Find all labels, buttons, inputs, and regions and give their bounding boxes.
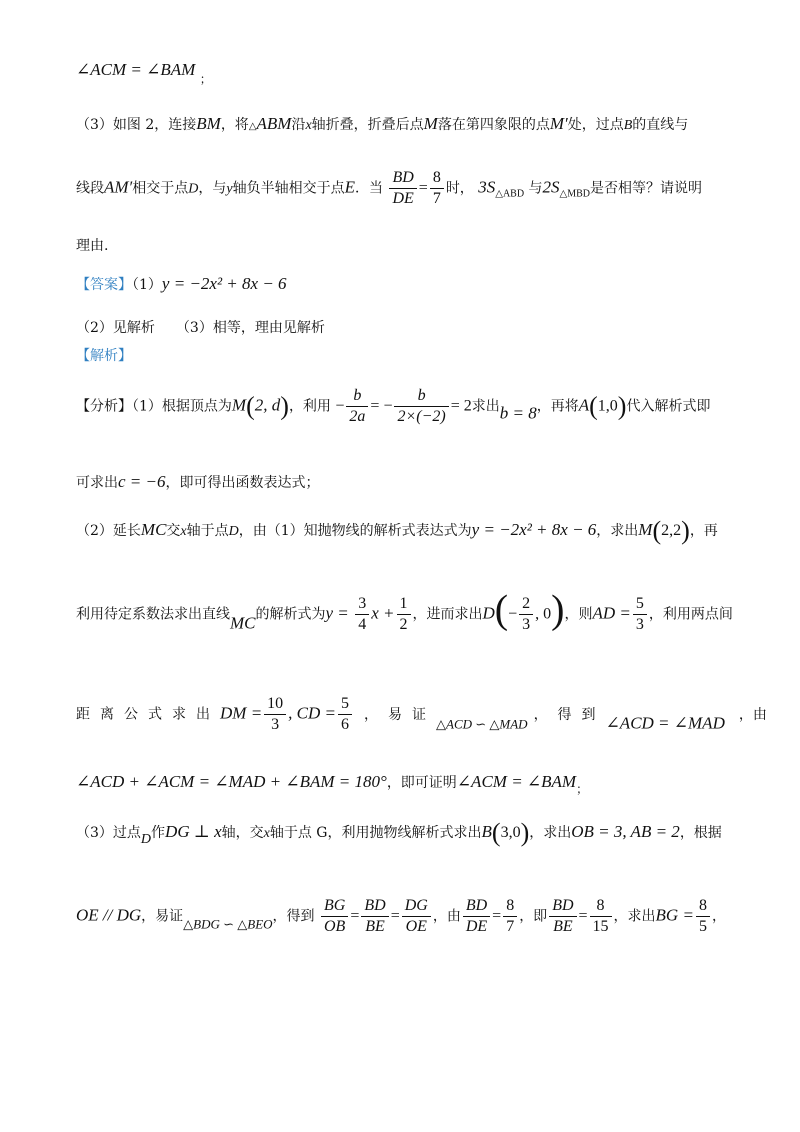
text: （3）过点 bbox=[76, 825, 141, 841]
math-var: B bbox=[623, 118, 633, 133]
math-var: y bbox=[226, 181, 233, 197]
fenxi-line-1: 【分析】（1）根据顶点为M(2, d)，利用 − $\frac{b}{2a}$ = − $\frac{b}{2\times(-2)}$ = 2求出b = 8，再将A(1,0)代入解析式即 bbox=[76, 387, 711, 425]
math: AD = bbox=[592, 603, 631, 623]
math-var: AM′ bbox=[104, 177, 133, 197]
math-var: x bbox=[180, 524, 187, 539]
text: ，由 bbox=[432, 908, 461, 925]
math: 3,0 bbox=[500, 824, 521, 841]
line-angle-equality bbox=[76, 60, 212, 89]
math-var: B bbox=[481, 822, 492, 841]
text: 处，过点 bbox=[567, 117, 624, 133]
part-3-line-2: OE // DG，易证△BDG ∽ △BEO，得到 $\frac{BG}{OB}$ = $\frac{BD}{BE}$ = $\frac{DG}{OE}$ ，由 $\frac{BD}{DE}$ = $\frac{8}{7}$ ，即 $\frac{BD}{BE}$ = $\frac{8}{15}$ ，求出BG = $\frac{8}{5}$ ， bbox=[76, 897, 726, 935]
subscript: △MBD bbox=[559, 188, 591, 200]
fraction: $\frac{DG}{OE}$ bbox=[402, 896, 431, 937]
math-var: D bbox=[188, 181, 199, 197]
analysis-tag: 【解析】 bbox=[76, 348, 132, 364]
text: ，即可得出函数表达式； bbox=[165, 475, 320, 491]
text: 线段 bbox=[76, 180, 104, 197]
math-var: MC bbox=[230, 613, 256, 633]
text: ，将 bbox=[220, 117, 249, 133]
math: b = 8 bbox=[499, 403, 537, 423]
fraction: $\frac{5}{3}$ bbox=[633, 594, 647, 635]
text: 轴于点 bbox=[186, 523, 229, 539]
text: 理由. bbox=[76, 238, 109, 254]
text: 轴负半轴相交于点 bbox=[232, 180, 345, 197]
text: ，进而求出 bbox=[412, 606, 483, 623]
question-3-line-3 bbox=[76, 236, 108, 256]
text: 代入解析式即 bbox=[626, 398, 711, 415]
fraction: $\frac{1}{2}$ bbox=[397, 594, 411, 635]
math-expr: ∠ACM = ∠BAM bbox=[456, 772, 577, 791]
math-var: D bbox=[140, 832, 152, 847]
math: OB = 3, AB = 2 bbox=[571, 822, 680, 841]
triangle-symbol: △ bbox=[248, 121, 257, 132]
fraction: $\frac{BG}{OB}$ bbox=[321, 896, 348, 937]
fraction: $\frac{b}{2a}$ bbox=[346, 386, 368, 427]
part-2-line-1: （2）延长MC交x轴于点D，由（1）知抛物线的解析式表达式为y = −2x² + 8x − 6，求出M(2,2)，再 bbox=[76, 516, 718, 545]
text: 沿 bbox=[291, 117, 306, 133]
text: ，则 bbox=[564, 606, 593, 623]
text: ，由（1）知抛物线的解析式表达式为 bbox=[238, 523, 472, 539]
fraction: $\frac{BD}{BE}$ bbox=[361, 896, 388, 937]
math: OE // DG bbox=[76, 905, 142, 925]
fraction: $\frac{BD}{DE}$ bbox=[463, 896, 490, 937]
text: ，求出 bbox=[529, 825, 572, 841]
math: DG ⊥ x bbox=[165, 822, 222, 841]
math-expr: y = −2x² + 8x − 6 bbox=[471, 520, 597, 539]
math-var: E bbox=[344, 177, 355, 197]
fraction: $\frac{3}{4}$ bbox=[355, 594, 369, 635]
text: 相交于点 bbox=[132, 180, 189, 197]
fraction: $\frac{8}{7}$ bbox=[503, 896, 517, 937]
math: y = bbox=[325, 603, 349, 623]
math: ∠ACD = ∠MAD bbox=[605, 713, 725, 733]
math-var: M bbox=[231, 395, 247, 415]
part-2-line-4 bbox=[76, 772, 588, 799]
text: ，利用两点间 bbox=[648, 606, 733, 623]
math-var: A bbox=[578, 395, 590, 415]
fraction-bd-de: $\frac{BD}{DE}$ bbox=[389, 168, 416, 209]
math-var: 2, d bbox=[254, 395, 281, 415]
text: ，得到 bbox=[272, 908, 315, 925]
text: 是否相等？请说明 bbox=[590, 180, 703, 197]
text: ，求出 bbox=[613, 908, 656, 925]
text: ．当 bbox=[355, 180, 383, 197]
text: （1） bbox=[132, 277, 162, 293]
answer-tag: 【答案】 bbox=[76, 277, 132, 293]
text: 距离公式求出 bbox=[76, 706, 220, 723]
part-2-line-2: 利用待定系数法求出直线MC的解析式为y = $\frac{3}{4}$ x + $\frac{1}{2}$ ，进而求出D(− $\frac{2}{3}$ , 0)，则AD = $\frac{5}{3}$ ，利用两点间 bbox=[76, 586, 733, 633]
text: ，易证 bbox=[364, 706, 437, 723]
math-var: x bbox=[263, 826, 270, 841]
math-var: MC bbox=[140, 520, 167, 539]
punct: ； bbox=[199, 72, 212, 86]
answer-line-2 bbox=[76, 318, 325, 338]
text: 时， bbox=[445, 180, 474, 197]
text: ，利用 bbox=[288, 398, 331, 415]
text: ，再将 bbox=[536, 398, 579, 415]
subscript: △ABD bbox=[495, 188, 525, 200]
text: ； bbox=[576, 782, 589, 796]
fenxi-line-2 bbox=[76, 472, 320, 493]
text: ，即 bbox=[519, 908, 548, 925]
math-var: D bbox=[482, 603, 495, 623]
text: 可求出 bbox=[76, 475, 118, 491]
fraction: $\frac{2}{3}$ bbox=[519, 594, 533, 635]
question-3-line-2 bbox=[76, 168, 702, 209]
math: , CD = bbox=[288, 703, 337, 723]
text: 的直线与 bbox=[632, 117, 689, 133]
math-var: BM bbox=[196, 114, 221, 133]
fraction-8-7: $\frac{8}{7}$ bbox=[430, 168, 444, 209]
text: ，求出 bbox=[596, 523, 639, 539]
text: ，即可证明 bbox=[386, 775, 457, 791]
math: 2,2 bbox=[661, 522, 682, 539]
math-expr: ∠ACM = ∠BAM bbox=[76, 60, 196, 79]
text: ，与 bbox=[198, 180, 227, 197]
math: c = −6 bbox=[118, 472, 166, 491]
text: 利用待定系数法求出直线 bbox=[76, 606, 230, 623]
text: 轴折叠，折叠后点 bbox=[311, 117, 424, 133]
text: 交 bbox=[166, 523, 181, 539]
text: ，易证 bbox=[141, 908, 184, 925]
text: 的解析式为 bbox=[255, 606, 326, 623]
text: （2）延长 bbox=[76, 523, 141, 539]
math: , 0 bbox=[535, 605, 552, 623]
math-var: ABM bbox=[256, 114, 292, 133]
text: 轴于点 G，利用抛物线解析式求出 bbox=[269, 825, 482, 841]
fraction: $\frac{10}{3}$ bbox=[264, 694, 286, 735]
text: （3）如图 2，连接 bbox=[76, 117, 197, 133]
text: 轴，交 bbox=[221, 825, 264, 841]
text: （1）根据顶点为 bbox=[132, 398, 232, 415]
fraction: $\frac{5}{6}$ bbox=[338, 694, 352, 735]
math: x + bbox=[371, 603, 395, 623]
fenxi-tag: 【分析】 bbox=[76, 398, 132, 415]
text: 与 bbox=[528, 180, 543, 197]
math-var: 2S bbox=[542, 177, 560, 197]
math: △ACD ∽ △MAD bbox=[436, 716, 528, 732]
text: （2）见解析 （3）相等，理由见解析 bbox=[76, 320, 325, 336]
math-var: M bbox=[423, 114, 438, 133]
math-var: D bbox=[228, 524, 239, 539]
math: DM = bbox=[220, 703, 263, 723]
text: 作 bbox=[151, 825, 166, 841]
text: 落在第四象限的点 bbox=[437, 117, 550, 133]
math-var: M bbox=[638, 520, 653, 539]
fraction: $\frac{8}{5}$ bbox=[696, 896, 710, 937]
text: ， bbox=[711, 908, 726, 925]
math: BG = bbox=[655, 905, 694, 925]
fraction: $\frac{8}{15}$ bbox=[590, 896, 612, 937]
text: ，再 bbox=[689, 523, 718, 539]
fraction: $\frac{BD}{BE}$ bbox=[549, 896, 576, 937]
equals: = bbox=[418, 179, 428, 197]
text: ，得到 bbox=[533, 706, 606, 723]
part-3-line-1: （3）过点D作DG ⊥ x轴，交x轴于点 G，利用抛物线解析式求出B(3,0)，求出OB = 3, AB = 2，根据 bbox=[76, 818, 722, 847]
math-expr: ∠ACD + ∠ACM = ∠MAD + ∠BAM = 180° bbox=[76, 772, 387, 791]
analysis-tag-line bbox=[76, 346, 132, 366]
fraction: $\frac{b}{2\times(-2)}$ bbox=[394, 386, 448, 427]
math-var: 3S bbox=[478, 177, 496, 197]
text: ，根据 bbox=[679, 825, 722, 841]
text: 求出 bbox=[471, 398, 500, 415]
math: △BDG ∽ △BEO bbox=[183, 916, 273, 932]
question-3-line-1 bbox=[76, 114, 688, 137]
math-var: x bbox=[305, 118, 312, 133]
answer-line bbox=[76, 274, 287, 295]
text: ，由 bbox=[738, 706, 767, 723]
math: 1,0 bbox=[597, 397, 618, 415]
math: = 2 bbox=[450, 397, 472, 415]
math-expr: y = −2x² + 8x − 6 bbox=[161, 274, 287, 293]
part-2-line-3 bbox=[76, 694, 767, 735]
math-var: M′ bbox=[549, 114, 568, 133]
